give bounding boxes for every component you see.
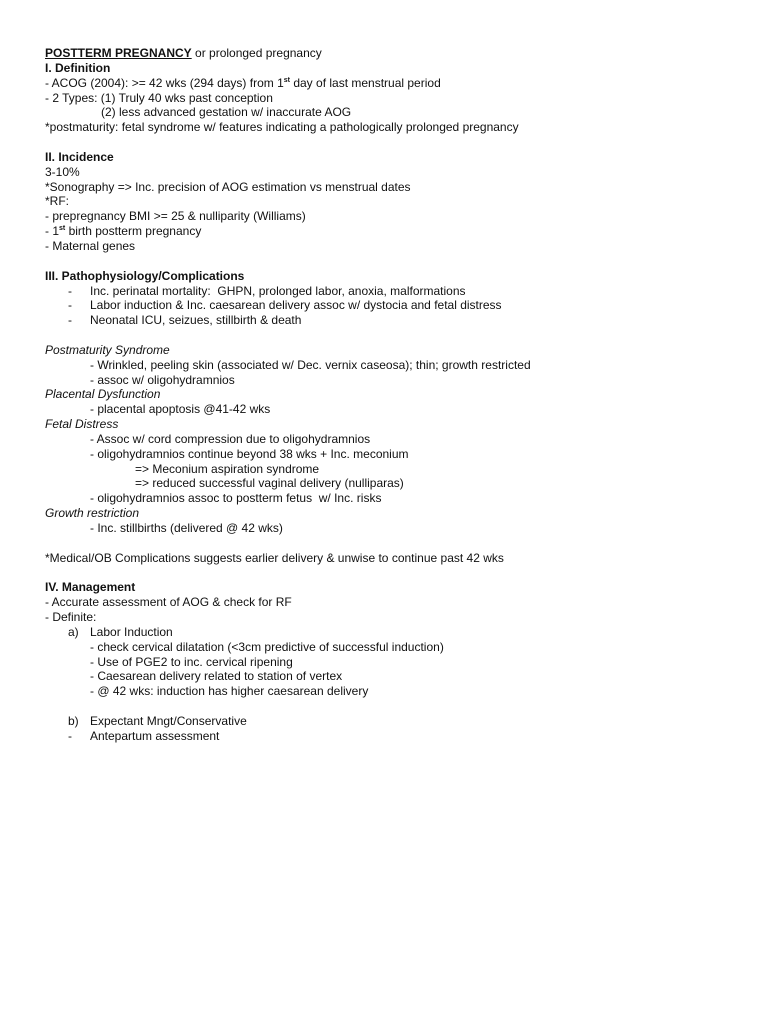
postmaturity-heading: Postmaturity Syndrome — [45, 342, 170, 357]
acog-text: - ACOG (2004): >= 42 wks (294 days) from 1 — [45, 75, 284, 90]
incidence-rf: *RF: — [45, 194, 69, 209]
birth-text: - 1 — [45, 224, 60, 239]
title-main: POSTTERM PREGNANCY — [45, 46, 192, 60]
patho-bullet — [45, 284, 735, 299]
patho-bullet — [45, 313, 735, 328]
bullet-text: Antepartum assessment — [90, 728, 220, 743]
bullet-marker: - — [68, 298, 72, 313]
growth-restriction-item: - Inc. stillbirths (delivered @ 42 wks) — [90, 521, 283, 535]
postmaturity-item: - assoc w/ oligohydramnios — [90, 372, 235, 387]
definition-postmaturity: *postmaturity: fetal syndrome w/ features indicating a pathologically prolonged pregnancy — [45, 120, 519, 135]
labor-induction-item: - Caesarean delivery related to station of vertex — [90, 669, 343, 684]
definition-types-1: - 2 Types: (1) Truly 40 wks past conception — [45, 90, 273, 105]
fetal-distress-item: - oligohydramnios continue beyond 38 wks + Inc. meconium — [90, 446, 409, 461]
definition-types-2: (2) less advanced gestation w/ inaccurate AOG — [101, 105, 352, 120]
management-definite: - Definite: — [45, 610, 97, 625]
definition-heading: I. Definition — [45, 60, 111, 75]
bullet-text: Labor induction & Inc. caesarean delivery assoc w/ dystocia and fetal distress — [90, 298, 502, 313]
placental-heading: Placental Dysfunction — [45, 387, 161, 402]
management-option-a — [45, 625, 735, 640]
bullet-text: Inc. perinatal mortality: GHPN, prolonged labor, anoxia, malformations — [90, 283, 466, 298]
management-accurate: - Accurate assessment of AOG & check for RF — [45, 595, 292, 610]
bullet-marker: - — [68, 283, 72, 298]
incidence-genes: - Maternal genes — [45, 238, 136, 253]
incidence-bmi: - prepregnancy BMI >= 25 & nulliparity (Williams) — [45, 209, 306, 224]
bullet-marker: - — [68, 313, 72, 328]
document-title — [45, 46, 735, 61]
fetal-distress-heading: Fetal Distress — [45, 417, 119, 432]
birth-text-end: birth postterm pregnancy — [65, 224, 202, 239]
incidence-birth — [45, 224, 735, 239]
option-label: Labor Induction — [90, 624, 173, 639]
fetal-distress-item: - Assoc w/ cord compression due to oligohydramnios — [90, 431, 371, 446]
fetal-distress-subitem: => Meconium aspiration syndrome — [135, 461, 320, 476]
postmaturity-item: - Wrinkled, peeling skin (associated w/ Dec. vernix caseosa); thin; growth restricted — [90, 357, 531, 372]
acog-text-end: day of last menstrual period — [290, 75, 441, 90]
incidence-heading: II. Incidence — [45, 149, 114, 164]
expectant-item — [45, 729, 735, 744]
definition-acog — [45, 76, 735, 91]
patho-bullet — [45, 298, 735, 313]
management-option-b — [45, 714, 735, 729]
acog-superscript: st — [283, 76, 290, 84]
option-marker: b) — [68, 713, 79, 728]
option-label: Expectant Mngt/Conservative — [90, 713, 247, 728]
incidence-sonography: *Sonography => Inc. precision of AOG estimation vs menstrual dates — [45, 179, 411, 194]
management-heading: IV. Management — [45, 580, 136, 595]
incidence-rate: 3-10% — [45, 164, 80, 179]
option-marker: a) — [68, 624, 79, 639]
patho-heading: III. Pathophysiology/Complications — [45, 268, 245, 283]
labor-induction-item: - Use of PGE2 to inc. cervical ripening — [90, 654, 293, 669]
placental-item: - placental apoptosis @41-42 wks — [90, 402, 271, 417]
birth-superscript: st — [59, 225, 66, 233]
bullet-marker: - — [68, 728, 72, 743]
document-page — [45, 46, 735, 744]
title-suffix: or prolonged pregnancy — [191, 46, 322, 60]
labor-induction-item: - check cervical dilatation (<3cm predictive of successful induction) — [90, 639, 444, 654]
growth-restriction-heading: Growth restriction — [45, 506, 140, 521]
medical-note: *Medical/OB Complications suggests earlier delivery & unwise to continue past 42 wks — [45, 550, 504, 565]
fetal-distress-subitem: => reduced successful vaginal delivery (nulliparas) — [135, 476, 404, 491]
fetal-distress-item: - oligohydramnios assoc to postterm fetus w/ Inc. risks — [90, 491, 382, 506]
bullet-text: Neonatal ICU, seizues, stillbirth & death — [90, 313, 302, 328]
labor-induction-item: - @ 42 wks: induction has higher caesarean delivery — [90, 684, 369, 699]
